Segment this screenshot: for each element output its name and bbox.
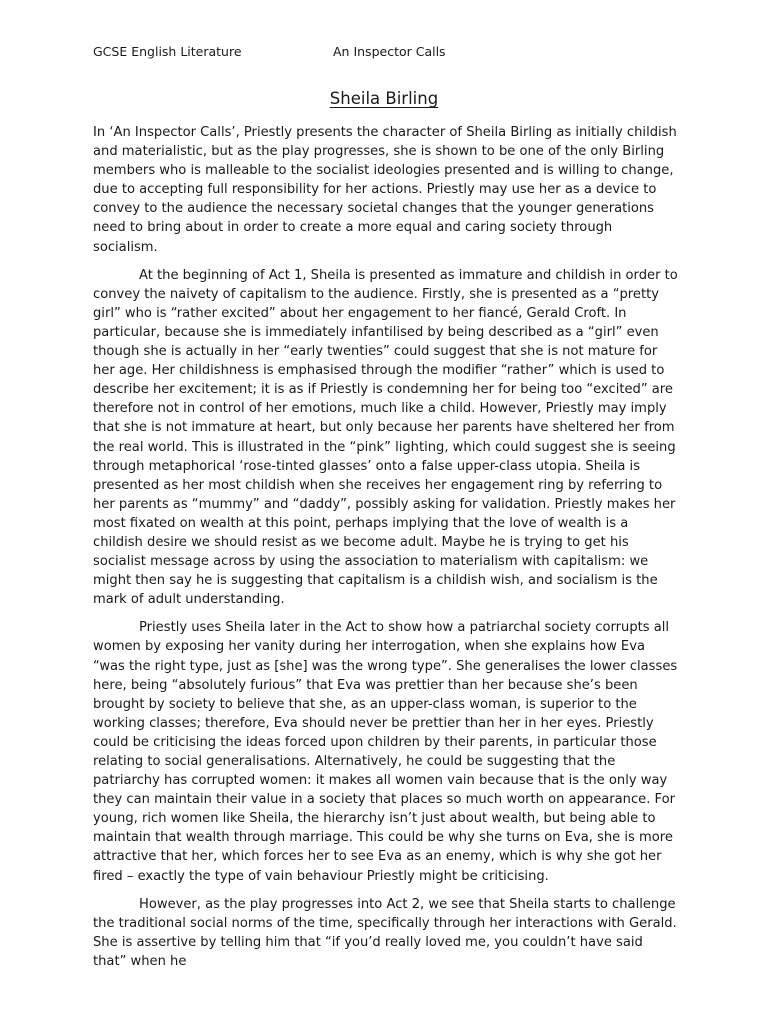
document-body [93, 123, 678, 980]
paragraph-act1-childish: At the beginning of Act 1, Sheila is presented as immature and childish in order to convey the naivety of capitalism to the audience. Firstly, she is presented as a “pretty girl” who is “rather excited” about her engagement to her fiancé, Gerald Croft. In particular, because she is immediately infantilised by being described as a “girl” even though she is actually in her “early twenties” could suggest that she is not mature for her age. Her childishness is emphasised through the modifier “rather” which is used to describe her excitement; it is as if Priestly is condemning her for being too “excited” are therefore not in control of her emotions, much like a child. However, Priestly may imply that she is not immature at heart, but only because her parents have sheltered her from the real world. This is illustrated in the “pink” lighting, which could suggest she is seeing through metaphorical ‘rose-tinted glasses’ onto a false upper-class utopia. Sheila is presented as her most childish when she receives her engagement ring by referring to her parents as “mummy” and “daddy”, possibly asking for validation. Priestly makes her most fixated on wealth at this point, perhaps implying that the love of wealth is a childish desire we should resist as we become adult. Maybe he is trying to get his socialist message across by using the association to materialism with capitalism: we might then say he is suggesting that capitalism is a childish wish, and socialism is the mark of adult understanding. [93, 267, 678, 608]
header-subject: GCSE English Literature [93, 44, 242, 59]
paragraph-act2: However, as the play progresses into Act 2, we see that Sheila starts to challenge the traditional social norms of the time, specifically through her interactions with Gerald. She is assertive by telling him that “if you’d really loved me, you couldn’t have said that” when he [93, 896, 677, 969]
document-title: Sheila Birling [329, 89, 439, 108]
header-text-title: An Inspector Calls [333, 44, 446, 59]
paragraph-intro: In ‘An Inspector Calls’, Priestly presents the character of Sheila Birling as initially childish and materialistic, but as the play progresses, she is shown to be one of the only Birling members who is malleable to the socialist ideologies presented and is willing to change, due to accepting full responsibility for her actions. Priestly may use her as a device to convey to the audience the necessary societal changes that the younger generations need to bring about in order to create a more equal and caring society through socialism. [93, 125, 677, 255]
paragraph-patriarchy: Priestly uses Sheila later in the Act to show how a patriarchal society corrupts all women by exposing her vanity during her interrogation, when she explains how Eva “was the right type, just as [she] was the wrong type”. She generalises the lower classes here, being “absolutely furious” that Eva was prettier than her because she’s been brought by society to believe that she, as an upper-class woman, is superior to the working classes; therefore, Eva should never be prettier than her in her eyes. Priestly could be criticising the ideas forced upon children by their parents, in particular those relating to social generalisations. Alternatively, he could be suggesting that the patriarchy has corrupted women: it makes all women vain because that is the only way they can maintain their value in a society that places so much worth on appearance. For young, rich women like Sheila, the hierarchy isn’t just about wealth, but being able to maintain that wealth through marriage. This could be why she turns on Eva, she is more attractive that her, which forces her to see Eva as an enemy, which is why she got her fired – exactly the type of vain behaviour Priestly might be criticising. [93, 620, 678, 884]
page-header [93, 43, 673, 61]
